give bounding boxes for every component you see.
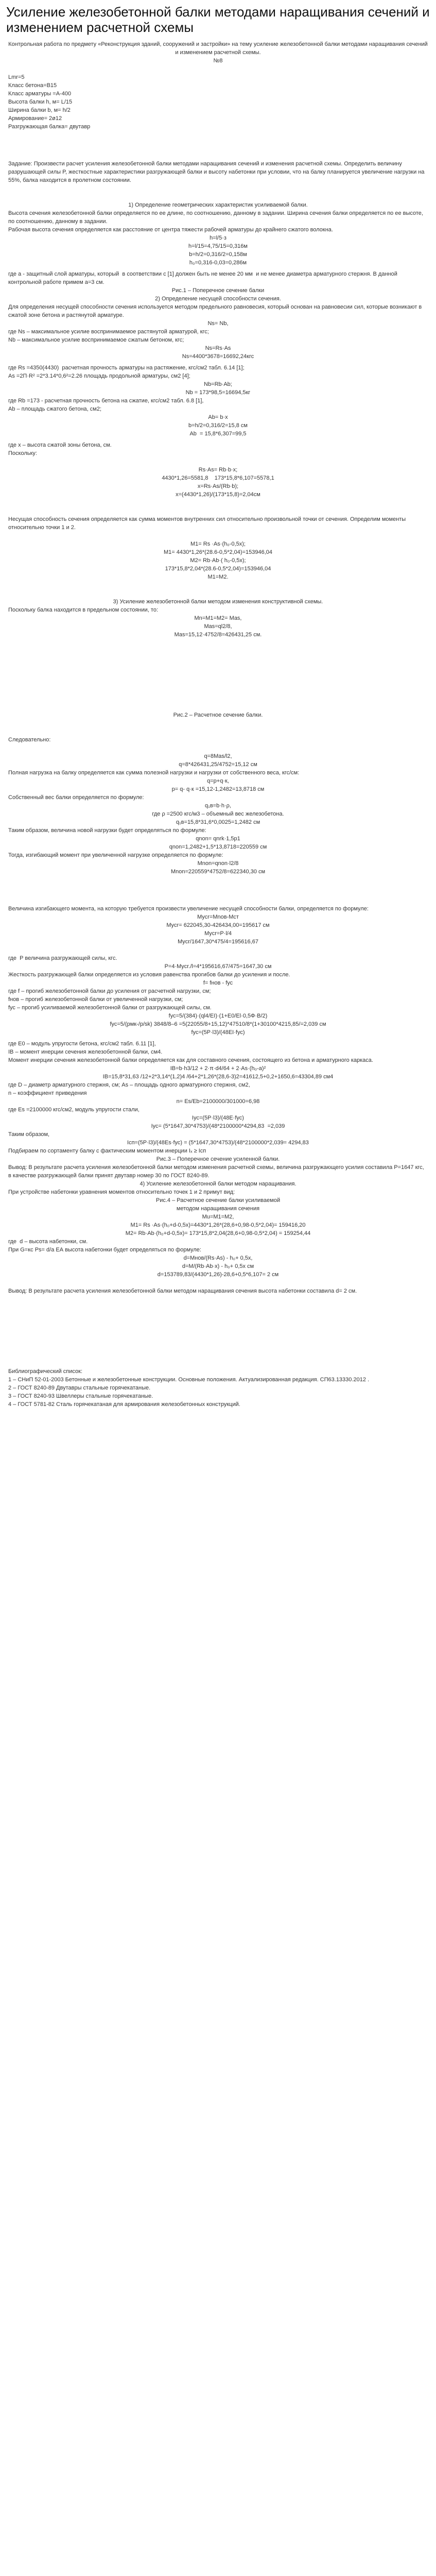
formula-line: x=(4430*1,26)/(173*15,8)=2,04см [176, 492, 260, 498]
spacer [6, 532, 430, 540]
formula-line: q=8*426431,25/4752=15,12 см [179, 761, 257, 768]
paragraph: Вывод: В результате расчета усиления железобетонной балки методом изменения расчетной схемы, величина разгружающего усилия составила P=1647 кгс, в качестве разгружающей балки принят двутавр номер 30 по ГОСТ 8240-89. [8, 1164, 426, 1179]
formula-line: Рис.3 – Поперечное сечение усиленной балки. [156, 1156, 280, 1162]
formula-line: n= Es/Eb=2100000/301000=6,98 [176, 1098, 260, 1105]
paragraph: где x – высота сжатой зоны бетона, см. [8, 442, 112, 448]
formula-line: h₀=0,316-0,03=0,286м [189, 260, 247, 266]
paragraph: Задание: Произвести расчет усиления железобетонной балки методами наращивания сечений и изменения расчетной схемы. Определить величину разрушающей силы P, жесткостные характеристики разгружающей балки и высоту набетонки при условии, что на балку планируется увеличение нагрузки на 55%, балка находится в пролетном состоянии. [8, 161, 426, 183]
formula-line: qnon= qnrk·1,5p1 [196, 836, 240, 842]
paragraph: Величина изгибающего момента, на которую требуется произвести увеличение несущей способности балки, определяется по формуле: [8, 906, 369, 912]
formula-line: Ns= Nb, [207, 320, 229, 327]
paragraph: Класс бетона=В15 [8, 82, 57, 89]
spacer [6, 581, 430, 598]
paragraph: где f – прогиб железобетонной балки до усиления от расчетной нагрузки, см; [8, 988, 211, 994]
paragraph: Несущая способность сечения определяется как сумма моментов внутренних сил относительно произвольной точки от сечения. Определим моменты относительно точки 1 и 2. [8, 516, 408, 531]
paragraph: Момент инерции сечения железобетонной балки определяется как для составного сечения, состоящего из бетона и арматурного каркаса. [8, 1057, 373, 1063]
formula-line: P=4·Mycr./l=4*195616,67/475=1647,30 см [164, 963, 272, 970]
formula-line: Рис.2 – Расчетное сечение балки. [173, 712, 263, 718]
formula-line: где ρ =2500 кгс/м3 – объемный вес железобетона. [152, 811, 284, 817]
paragraph: Тогда, изгибающий момент при увеличенной нагрузке определяется по формуле: [8, 852, 223, 858]
formula-line: q₁в=b·h·ρ, [205, 803, 231, 809]
paragraph: где d – высота набетонки, см. [8, 1239, 88, 1245]
paragraph: Вывод: В результате расчета усиления железобетонной балки методом наращивания сечения высота набетонки составила d= 2 см. [8, 1288, 357, 1294]
paragraph: 4 – ГОСТ 5781-82 Сталь горячекатаная для армирования железобетонных конструкций. [8, 1401, 240, 1408]
formula-line: методом наращивания сечения [176, 1206, 260, 1212]
paragraph: где Rb =173 - расчетная прочность бетона на сжатие, кгс/см2 табл. 6.8 [1], [8, 398, 204, 404]
paragraph: Подбираем по сортаменту балку с фактическим моментом инерции Iₓ ≥ Iсп [8, 1148, 206, 1154]
paragraph: 3 – ГОСТ 8240-93 Швеллеры стальные горячекатаные. [8, 1393, 153, 1399]
formula-line: q=p+q·к, [207, 778, 229, 784]
paragraph: При устройстве набетонки уравнения моментов относительно точек 1 и 2 примут вид: [8, 1189, 235, 1195]
formula-line: Рис.1 – Поперечное сечение балки [171, 287, 265, 294]
formula-line: 1) Определение геометрических характеристик усиливаемой балки. [128, 202, 308, 208]
spacer [6, 1279, 430, 1287]
formula-line: Mycr= 622045,30-426434,00=195617 см [166, 922, 270, 928]
paragraph: Таким образом, величина новой нагрузки будет определяться по формуле: [8, 827, 206, 834]
paragraph: Lmr=5 [8, 74, 25, 80]
paragraph: As =2Π·R² =2*3.14*0,6²=2.26 площадь продольной арматуры, см2 [4]; [8, 373, 190, 379]
paragraph: где Es =2100000 кгс/см2, модуль упругости стали, [8, 1107, 139, 1113]
formula-line: Mnon=qnon·l2/8 [197, 860, 239, 867]
paragraph: где E0 – модуль упругости бетона, кгс/см2 табл. 6.11 [1], [8, 1041, 156, 1047]
formula-line: M1=M2. [207, 574, 229, 580]
paragraph: где P величина разгружающей силы, кгс. [8, 955, 117, 961]
spacer [6, 744, 430, 752]
paragraph: Армирование= 2ø12 [8, 115, 62, 122]
paragraph: Поскольку: [8, 450, 37, 456]
formula-line: M1= 4430*1,26*(28.6-0,5*2,04)=153946,04 [163, 549, 272, 555]
paragraph: Жесткость разгружающей балки определяется из условия равенства прогибов балки до усиления и после. [8, 972, 290, 978]
formula-line: IB=b·h3/12 + 2·π·d4/64 + 2·As·(h₀-a)² [170, 1065, 266, 1072]
formula-line: Ab= b·x [208, 414, 228, 420]
formula-line: 3) Усиление железобетонной балки методом изменения конструктивной схемы. [113, 599, 323, 605]
paragraph: Класс арматуры =А-400 [8, 91, 72, 97]
spacer [6, 719, 430, 736]
formula-line: 4) Усиление железобетонной балки методом наращивания. [139, 1181, 297, 1187]
paragraph: Ab – площадь сжатого бетона, см2; [8, 406, 102, 412]
paragraph: Для определения несущей способности сечения используется методом предельного равновесия, который основан на равновесии сил, которые возникают в сжатой зоне бетона и растянутой арматуре. [8, 304, 424, 318]
formula-line: d=153789,83/(4430*1,26)-28,6+0,5*6,107= 2 см [157, 1272, 279, 1278]
formula-line: Mycr/1647,30*475/4=195616,67 [178, 939, 258, 945]
spacer [6, 876, 430, 905]
formula-line: h=l/15=4,75/15=0,316м [188, 243, 248, 249]
paragraph: Полная нагрузка на балку определяется как сумма полезной нагрузки и нагрузки от собственного веса, кгс/см: [8, 770, 300, 776]
formula-line: q₁в=15,8*31,6*0,0025=1,2482 см [176, 819, 260, 825]
formula-line: Iус= (5*1647,30*4753)/(48*2100000*4294,83 =2,039 [151, 1123, 285, 1129]
spacer [6, 1295, 430, 1367]
paragraph: Ширина балки b, м= h/2 [8, 107, 71, 113]
paragraph: Библиографический список: [8, 1368, 83, 1375]
formula-line: q=8Mas/l2, [204, 753, 232, 759]
formula-line: Nb=Rb·Ab; [204, 381, 232, 387]
formula-line: Mas=ql2/8, [204, 623, 232, 630]
formula-line: Ns=4400*3678=16692,24кгс [182, 353, 254, 360]
paragraph: 2 – ГОСТ 8240-89 Двутавры стальные горячекатаные. [8, 1385, 151, 1391]
formula-line: M2= Rb·Ab·( h₀-0,5x); [190, 557, 246, 564]
paragraph: Высота сечения железобетонной балки определяется по ее длине, по соотношению, данному в задании. Ширина сечения балки определяется по ее высоте, по соотношению, данному в задании. [8, 210, 425, 225]
formula-line: Mas=15,12·4752/8=426431,25 см. [174, 632, 262, 638]
formula-line: x=Rs·As/(Rb·b); [197, 483, 239, 489]
formula-line: M1= Rs ·As·(h₀-0,5x); [190, 541, 246, 547]
formula-line: b=h/2=0,316/2=15,8 см [188, 422, 248, 429]
paragraph: Рабочая высота сечения определяется как расстояние от центра тяжести рабочей арматуры до крайнего сжатого волокна. [8, 227, 333, 233]
paragraph: Nb – максимальное усилие воспринимаемое сжатым бетоном, кгс; [8, 337, 184, 343]
formula-line: Контрольная работа по предмету «Реконструкция зданий, сооружений и застройки» на тему усиление железобетонной балки методами наращивания сечений и изменением расчетной схемы. [8, 41, 429, 56]
paragraph: IB – момент инерции сечения железобетонной балки, см4. [8, 1049, 163, 1055]
paragraph: Поскольку балка находится в предельном состоянии, то: [8, 607, 159, 613]
formula-line: Mn=M1=M2= Mas, [194, 615, 242, 621]
paragraph: Следовательно: [8, 737, 51, 743]
formula-line: qnon=1,2482+1,5*13,8718=220559 см [169, 844, 267, 850]
paragraph: где Rs =4350(4430) расчетная прочность арматуры на растяжение, кгс/см2 табл. 6.14 [1]; [8, 365, 245, 371]
formula-line: f= fнов - fус [203, 980, 233, 986]
formula-line: Mycr=P·l/4 [204, 930, 232, 937]
formula-line: 4430*1,26=5581,8 173*15,8*6,107=5578,1 [162, 475, 274, 481]
formula-line: Mycr=Mnoв-Mcт [197, 914, 239, 920]
formula-line: h=l/5·з [210, 235, 226, 241]
formula-line: b=h/2=0,316/2=0,158м [189, 251, 247, 258]
formula-line: 173*15,8*2,04*(28.6-0,5*2,04)=153946,04 [165, 566, 271, 572]
spacer [6, 639, 430, 711]
formula-line: Iсп=(5P·l3)/(48Es·fус) = (5*1647,30*4753)/(48*2100000*2,039= 4294,83 [127, 1140, 309, 1146]
formula-line: M2= Rb·Ab·(h₀+d-0,5x)= 173*15,8*2,04(28,6+0,98-0,5*2,04) = 159254,44 [125, 1230, 311, 1236]
paragraph: 1 – СНиП 52-01-2003 Бетонные и железобетонные конструкции. Основные положения. Актуализированная редакция. СП63.13330.2012 . [8, 1377, 370, 1383]
formula-line: Nb = 173*98,5=16694,5кг [185, 389, 251, 396]
paragraph: Разгружающая балка= двутавр [8, 124, 91, 130]
formula-line: Mu=M1=M2, [202, 1214, 234, 1220]
formula-line: d=Mнов/(Rs·As) - h₀+ 0,5x, [183, 1255, 253, 1261]
formula-line: p= q- q·к =15,12-1,2482=13,8718 см [171, 786, 265, 792]
paragraph: Собственный вес балки определяется по формуле: [8, 794, 144, 801]
paragraph: n – коэффициент приведения [8, 1090, 87, 1096]
paragraph: fнов – прогиб железобетонной балки от увеличенной нагрузки, см; [8, 996, 183, 1003]
spacer [6, 131, 430, 160]
formula-line: 2) Определение несущей способности сечения. [155, 296, 281, 302]
formula-line: IB=15,8*31,63 /12+2*3,14*(1,2)4 /64+2*1,26*(28,6-3)2=41612,5+0,2+1650,6=43304,89 см4 [102, 1074, 334, 1080]
paragraph: fус – прогиб усиливаемой железобетонной балки от разгружающей силы, см. [8, 1005, 212, 1011]
formula-line: fус=5/(pмк-/p/sk) 3848/8–6 =5(22055/8+15,12)*47510/8*(1+30100*4215,85/=2,039 см [110, 1021, 326, 1027]
spacer [6, 499, 430, 515]
spacer [6, 184, 430, 201]
formula-line: Ns=Rs·As [205, 345, 231, 351]
formula-line: Rs·As= Rb·b·x; [198, 467, 238, 473]
formula-line: fус=5/(384)·(ql4/EI)·(1+E0/El·0,5Ф·B/2) [168, 1013, 268, 1019]
document-title: Усиление железобетонной балки методами наращивания сечений и изменением расчетной схемы [6, 4, 430, 35]
spacer [6, 65, 430, 73]
formula-line: d=M/(Rb·Ab·x) - h₀+ 0,5x см [182, 1263, 254, 1269]
formula-line: Mnon=220559*4752/8=622340,30 см [170, 869, 266, 875]
formula-line: Рис.4 – Расчетное сечение балки усиливаемой [155, 1197, 281, 1204]
paragraph: где а - защитный слой арматуры, который в соответствии с [1] должен быть не менее 20 мм и не менее диаметра арматурного стержня. В данной контрольной работе примем а=3 см. [8, 271, 399, 285]
paragraph: При G=кс Ps= d/a ЕА высота набетонки будет определяться по формуле: [8, 1247, 201, 1253]
paragraph: где D – диаметр арматурного стержня, см; As – площадь одного арматурного стержня, см2, [8, 1082, 250, 1088]
formula-line: fус=(5P·l3)/(48EI·fус) [191, 1029, 245, 1036]
paragraph: Таким образом, [8, 1131, 50, 1138]
spacer [6, 946, 430, 954]
document-body [6, 40, 430, 1409]
paragraph: Высота балки h, м= L/15 [8, 99, 73, 105]
formula-line: M1= Rs ·As·(h₀+d-0,5x)=4430*1,26*(28,6+0,98-0,5*2,04)= 159416,20 [130, 1222, 306, 1228]
formula-line: Iус=(5P·l3)/(48E·fус) [192, 1115, 244, 1121]
formula-line: №8 [213, 58, 223, 64]
formula-line: Ab = 15,8*6,307=99,5 [189, 431, 247, 437]
paragraph: где Ns – максимальное усилие воспринимаемое растянутой арматурой, кгс; [8, 329, 209, 335]
spacer [6, 457, 430, 466]
